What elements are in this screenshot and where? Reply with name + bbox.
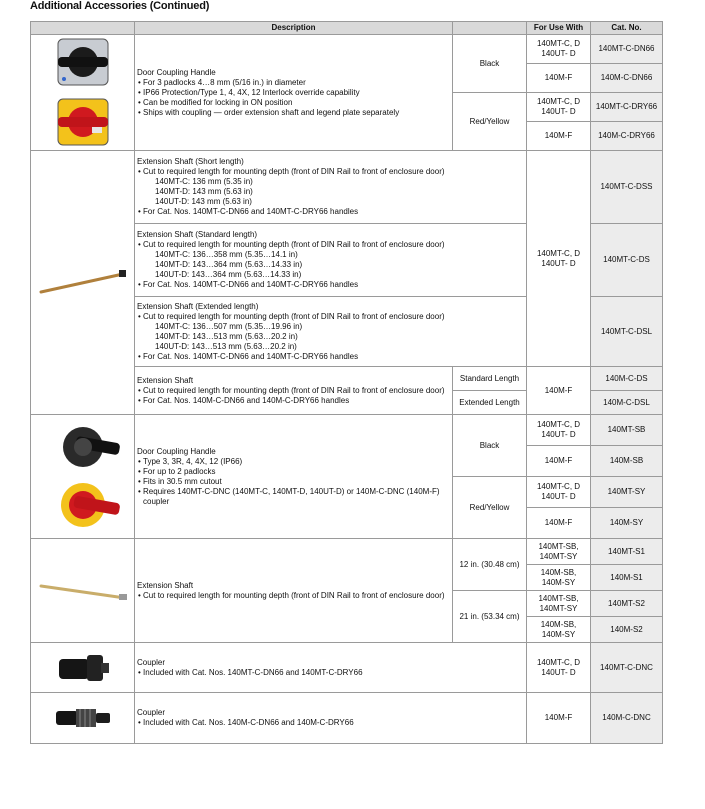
description-bullet: • Cut to required length for mounting depth (front of DIN Rail to front of enclosure door) xyxy=(137,312,524,322)
option-cell: 21 in. (53.34 cm) xyxy=(453,591,527,643)
cat-no-cell: 140M-SY xyxy=(591,508,663,539)
cat-no-cell: 140M-C-DN66 xyxy=(591,64,663,93)
description-subline: 140UT-D: 143…364 mm (5.63…14.33 in) xyxy=(155,270,302,279)
coupler-icon xyxy=(52,701,114,735)
cat-no-cell: 140MT-S1 xyxy=(591,539,663,565)
description-title: Extension Shaft (Short length) xyxy=(137,157,244,166)
coupler-icon xyxy=(53,649,113,687)
door-handle-2-image xyxy=(31,415,135,539)
header-for-use-with: For Use With xyxy=(527,22,591,35)
for-use-with-cell: 140MT-C, D 140UT- D xyxy=(527,477,591,508)
description-bullet: • For Cat. Nos. 140MT-C-DN66 and 140MT-C-DRY66 handles xyxy=(137,352,524,362)
option-cell: Extended Length xyxy=(453,391,527,415)
description-bullet: • Included with Cat. Nos. 140MT-C-DN66 and 140MT-C-DRY66 xyxy=(137,668,524,678)
for-use-with-cell: 140M-SB, 140M-SY xyxy=(527,565,591,591)
rotary-handle-icon xyxy=(38,35,128,150)
option-cell: Standard Length xyxy=(453,367,527,391)
extension-shaft-short-description xyxy=(135,151,527,224)
description-bullet: • Can be modified for locking in ON position xyxy=(137,98,450,108)
description-subline: 140MT-C: 136…507 mm (5.35…19.96 in) xyxy=(155,321,303,331)
cat-no-cell: 140M-C-DSL xyxy=(591,391,663,415)
description-bullet: • Cut to required length for mounting depth (front of DIN Rail to front of enclosure door) xyxy=(137,240,524,250)
cat-no-cell: 140MT-S2 xyxy=(591,591,663,617)
table-row xyxy=(31,415,663,446)
extension-shaft-2-description xyxy=(135,539,453,643)
for-use-with-cell: 140M-F xyxy=(527,64,591,93)
table-row xyxy=(31,539,663,565)
description-bullet: • For Cat. Nos. 140MT-C-DN66 and 140MT-C-DRY66 handles xyxy=(137,207,524,217)
cat-no-cell: 140M-C-DS xyxy=(591,367,663,391)
description-subline: 140MT-C: 136 mm (5.35 in) xyxy=(155,177,253,186)
description-title: Extension Shaft (Standard length) xyxy=(137,230,258,239)
door-handle-image xyxy=(31,35,135,151)
cat-no-cell: 140M-S2 xyxy=(591,617,663,643)
table-row xyxy=(31,35,663,64)
extension-shaft-2-image xyxy=(31,539,135,643)
cat-no-cell: 140MT-SY xyxy=(591,477,663,508)
description-subline: 140MT-D: 143 mm (5.63 in) xyxy=(155,187,253,196)
description-bullet: • Requires 140MT-C-DNC (140MT-C, 140MT-D, 140UT-D) or 140M-C-DNC (140M-F) coupler xyxy=(137,487,450,507)
cat-no-cell: 140M-SB xyxy=(591,446,663,477)
for-use-with-cell: 140MT-SB, 140MT-SY xyxy=(527,539,591,565)
for-use-with-cell: 140M-F xyxy=(527,367,591,415)
page-title: Additional Accessories (Continued) xyxy=(30,0,210,12)
coupler-140mt-description xyxy=(135,643,527,693)
cat-no-cell: 140MT-C-DRY66 xyxy=(591,93,663,122)
description-subline: 140UT-D: 143…513 mm (5.63…20.2 in) xyxy=(155,341,297,351)
for-use-with-cell: 140M-F xyxy=(527,693,591,744)
cat-no-cell: 140MT-C-DNC xyxy=(591,643,663,693)
cat-no-cell: 140MT-C-DS xyxy=(591,224,663,297)
description-bullet: • For up to 2 padlocks xyxy=(137,467,450,477)
description-title: Coupler xyxy=(137,657,166,667)
for-use-with-cell: 140M-SB, 140M-SY xyxy=(527,617,591,643)
table-row xyxy=(31,151,663,224)
for-use-with-cell: 140M-F xyxy=(527,122,591,151)
description-title: Extension Shaft xyxy=(137,580,194,590)
option-cell: Red/Yellow xyxy=(453,477,527,539)
coupler-140m-description xyxy=(135,693,527,744)
description-title: Door Coupling Handle xyxy=(137,67,216,77)
for-use-with-cell: 140MT-C, D 140UT- D xyxy=(527,643,591,693)
shaft-icon xyxy=(35,578,131,604)
description-bullet: • For 3 padlocks 4…8 mm (5/16 in.) in diameter xyxy=(137,78,450,88)
description-title: Extension Shaft (Extended length) xyxy=(137,301,259,311)
description-subline: 140UT-D: 143 mm (5.63 in) xyxy=(155,197,252,206)
header-row xyxy=(31,22,663,35)
table-row xyxy=(31,693,663,744)
door-handle-2-description xyxy=(135,415,453,539)
header-option xyxy=(453,22,527,35)
cat-no-cell: 140MT-C-DSL xyxy=(591,297,663,367)
door-handle-description xyxy=(135,35,453,151)
extension-shaft-standard-description xyxy=(135,224,527,297)
description-bullet: • Included with Cat. Nos. 140M-C-DN66 and 140M-C-DRY66 xyxy=(137,718,524,728)
extension-shaft-extended-description xyxy=(135,297,527,367)
option-cell: 12 in. (30.48 cm) xyxy=(453,539,527,591)
description-bullet: • Ships with coupling — order extension shaft and legend plate separately xyxy=(137,108,450,118)
extension-shaft-image xyxy=(31,151,135,415)
description-title: Extension Shaft xyxy=(137,375,194,385)
for-use-with-cell: 140MT-C, D 140UT- D xyxy=(527,35,591,64)
description-bullet: • For Cat. Nos. 140MT-C-DN66 and 140MT-C-DRY66 handles xyxy=(137,280,524,290)
option-cell: Red/Yellow xyxy=(453,93,527,151)
for-use-with-cell: 140M-F xyxy=(527,508,591,539)
for-use-with-cell: 140MT-C, D 140UT- D xyxy=(527,93,591,122)
for-use-with-cell: 140M-F xyxy=(527,446,591,477)
description-bullet: • Type 3, 3R, 4, 4X, 12 (IP66) xyxy=(137,457,450,467)
description-bullet: • Fits in 30.5 mm cutout xyxy=(137,477,450,487)
for-use-with-cell: 140MT-C, D 140UT- D xyxy=(527,415,591,446)
cat-no-cell: 140M-S1 xyxy=(591,565,663,591)
cat-no-cell: 140M-C-DRY66 xyxy=(591,122,663,151)
for-use-with-cell: 140MT-SB, 140MT-SY xyxy=(527,591,591,617)
extension-shaft-140m-description xyxy=(135,367,453,415)
option-cell: Black xyxy=(453,415,527,477)
rotary-handle-icon xyxy=(38,419,128,534)
table-row xyxy=(31,643,663,693)
description-title: Door Coupling Handle xyxy=(137,446,216,456)
description-bullet: • Cut to required length for mounting depth (front of DIN Rail to front of enclosure door) xyxy=(137,167,524,177)
description-subline: 140MT-C: 136…358 mm (5.35…14.1 in) xyxy=(155,250,298,259)
header-image xyxy=(31,22,135,35)
accessories-table xyxy=(30,21,663,744)
description-bullet: • For Cat. Nos. 140M-C-DN66 and 140M-C-DRY66 handles xyxy=(137,396,450,406)
shaft-icon xyxy=(35,268,131,298)
description-bullet: • Cut to required length for mounting depth (front of DIN Rail to front of enclosure door) xyxy=(137,386,450,396)
header-cat-no: Cat. No. xyxy=(591,22,663,35)
description-subline: 140MT-D: 143…513 mm (5.63…20.2 in) xyxy=(155,331,298,341)
description-title: Coupler xyxy=(137,708,166,717)
coupler-2-image xyxy=(31,693,135,744)
header-description: Description xyxy=(135,22,453,35)
description-bullet: • IP66 Protection/Type 1, 4, 4X, 12 Interlock override capability xyxy=(137,88,450,98)
option-cell: Black xyxy=(453,35,527,93)
cat-no-cell: 140MT-C-DN66 xyxy=(591,35,663,64)
cat-no-cell: 140M-C-DNC xyxy=(591,693,663,744)
description-bullet: • Cut to required length for mounting depth (front of DIN Rail to front of enclosure door) xyxy=(137,591,450,601)
description-subline: 140MT-D: 143…364 mm (5.63…14.33 in) xyxy=(155,260,303,269)
cat-no-cell: 140MT-C-DSS xyxy=(591,151,663,224)
cat-no-cell: 140MT-SB xyxy=(591,415,663,446)
for-use-with-cell: 140MT-C, D 140UT- D xyxy=(527,151,591,367)
coupler-image xyxy=(31,643,135,693)
